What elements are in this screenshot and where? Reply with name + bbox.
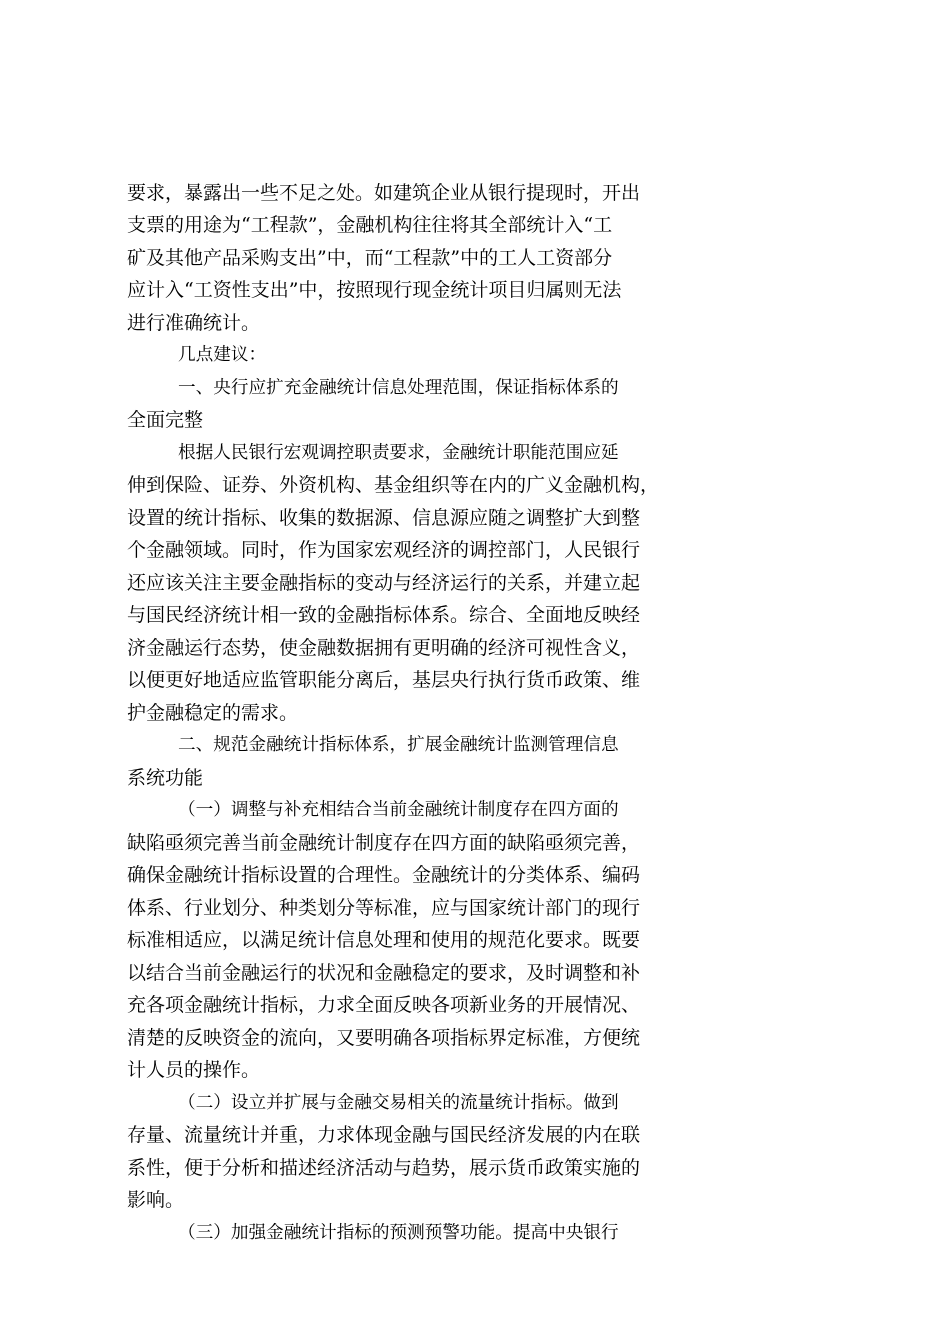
text-line: 系性，便于分析和描述经济活动与趋势，展示货币政策实施的 [127,1157,641,1179]
text-line: 存量、流量统计并重，力求体现金融与国民经济发展的内在联 [127,1124,641,1146]
text-line: 全面完整 [127,409,204,431]
text-line: 体系、行业划分、种类划分等标准，应与国家统计部门的现行 [127,897,641,919]
text-line: 一、央行应扩充金融统计信息处理范围，保证指标体系的 [178,378,619,398]
text-line: 还应该关注主要金融指标的变动与经济运行的关系，并建立起 [127,572,641,594]
text-line: 与国民经济统计相一致的金融指标体系。综合、全面地反映经 [127,604,641,626]
text-line: 标准相适应，以满足统计信息处理和使用的规范化要求。既要 [127,929,641,951]
text-line: 设置的统计指标、收集的数据源、信息源应随之调整扩大到整 [127,507,641,529]
text-line: 支票的用途为“工程款”，金融机构往往将其全部统计入“工 [127,214,613,236]
text-line: 应计入“工资性支出”中，按照现行现金统计项目归属则无法 [127,279,622,301]
text-line: （二）设立并扩展与金融交易相关的流量统计指标。做到 [178,1093,619,1113]
text-line: 矿及其他产品采购支出”中，而“工程款”中的工人工资部分 [127,247,613,269]
text-line: 缺陷亟须完善当前金融统计制度存在四方面的缺陷亟须完善， [127,832,641,854]
text-line: 伸到保险、证券、外资机构、基金组织等在内的广义金融机构， [127,474,660,496]
text-line: （一）调整与补充相结合当前金融统计制度存在四方面的 [178,800,619,820]
text-line: 确保金融统计指标设置的合理性。金融统计的分类体系、编码 [127,864,641,886]
text-line: （三）加强金融统计指标的预测预警功能。提高中央银行 [178,1223,619,1243]
text-line: 以便更好地适应监管职能分离后，基层央行执行货币政策、维 [127,669,641,691]
text-line: 影响。 [127,1189,185,1211]
text-line: 要求，暴露出一些不足之处。如建筑企业从银行提现时，开出 [127,182,641,204]
text-line: 进行准确统计。 [127,312,261,334]
text-line: 计人员的操作。 [127,1059,261,1081]
text-line: 充各项金融统计指标，力求全面反映各项新业务的开展情况、 [127,994,641,1016]
text-line: 以结合当前金融运行的状况和金融稳定的要求，及时调整和补 [127,962,641,984]
text-line: 清楚的反映资金的流向，又要明确各项指标界定标准，方便统 [127,1027,641,1049]
text-line: 个金融领域。同时，作为国家宏观经济的调控部门，人民银行 [127,539,641,561]
text-line: 根据人民银行宏观调控职责要求，金融统计职能范围应延 [178,443,619,463]
text-line: 系统功能 [127,767,204,789]
text-line: 二、规范金融统计指标体系，扩展金融统计监测管理信息 [178,735,619,755]
text-line: 护金融稳定的需求。 [127,702,299,724]
text-line: 济金融运行态势，使金融数据拥有更明确的经济可视性含义， [127,637,641,659]
text-line: 几点建议： [178,345,267,365]
